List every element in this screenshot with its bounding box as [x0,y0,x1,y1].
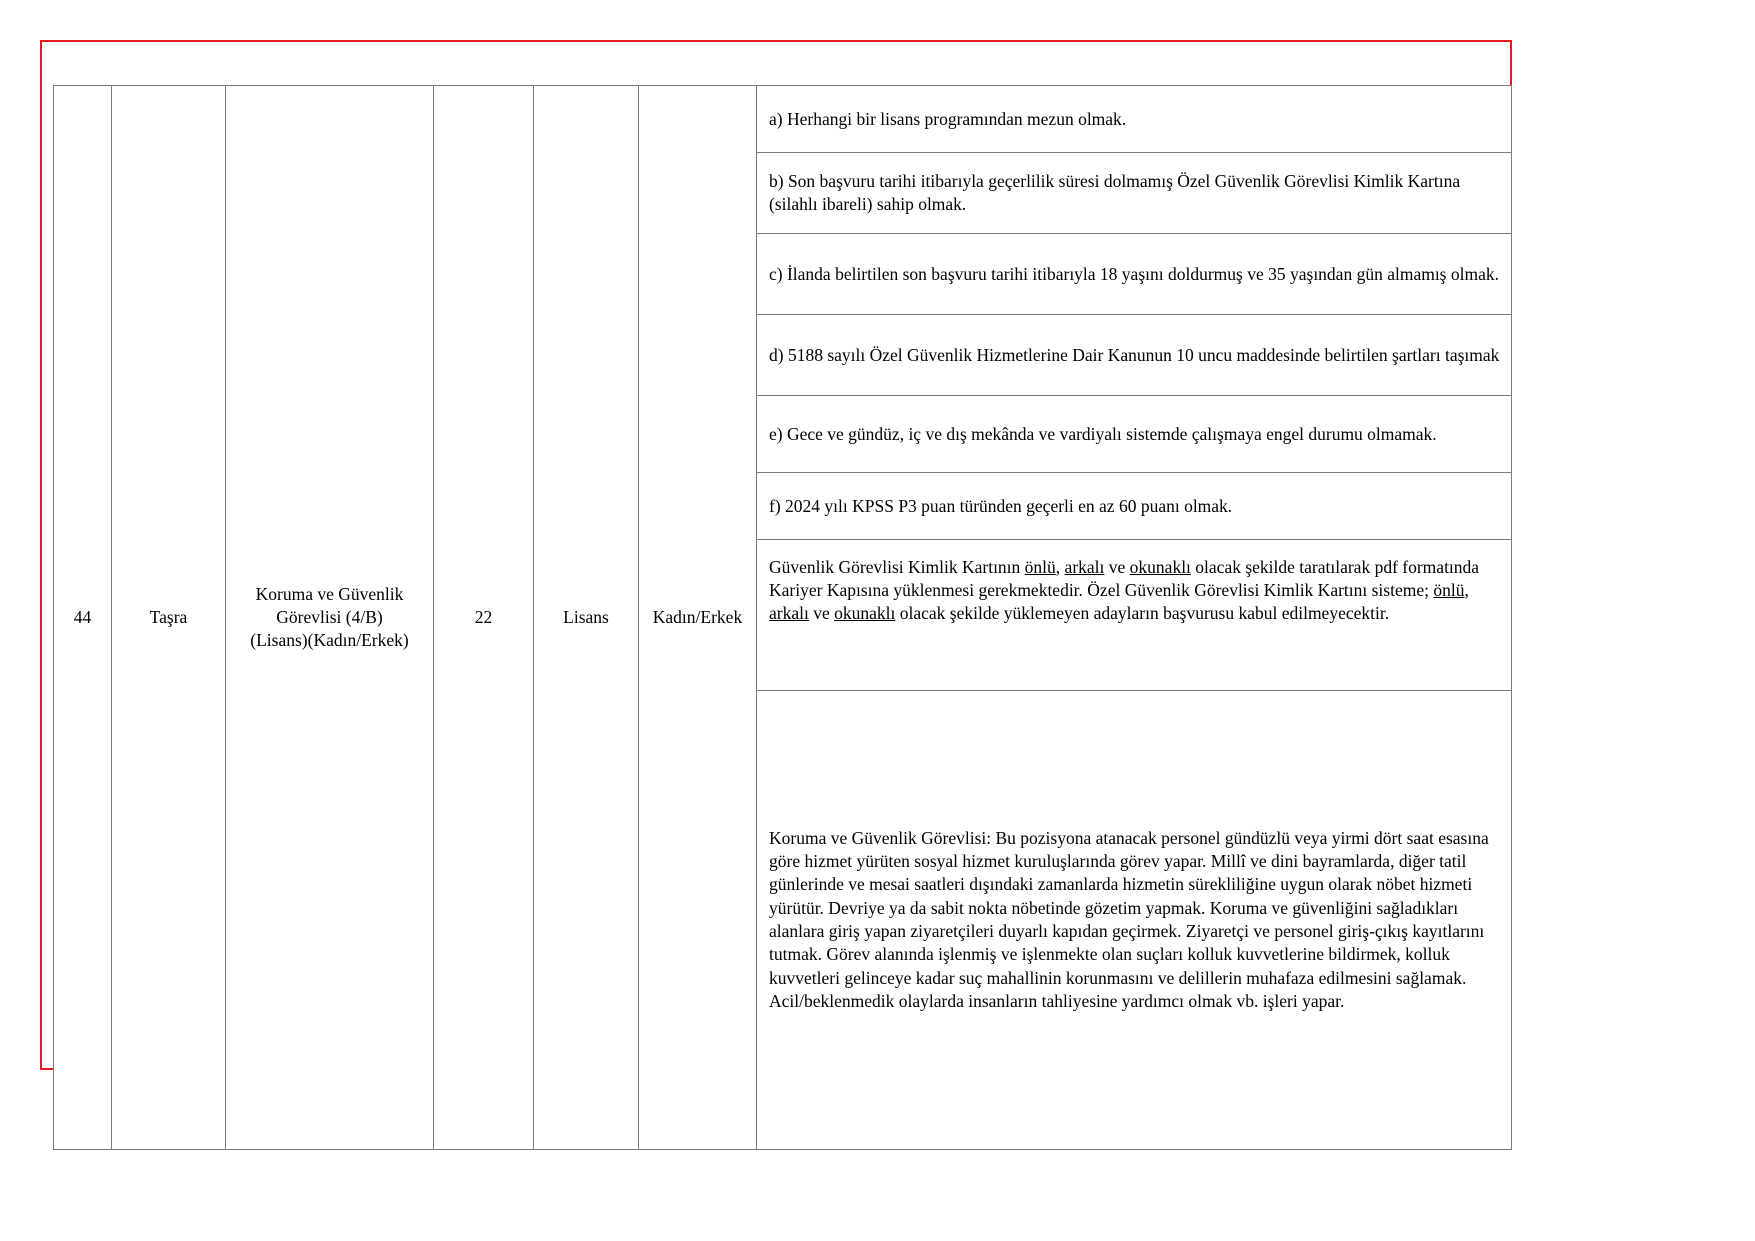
upload-note-seg-1: Güvenlik Görevlisi Kimlik Kartının [769,557,1025,577]
condition-row-a [757,86,1511,153]
listing-table-wrapper [53,85,1511,1150]
upload-note-underline-okunakli-2: okunaklı [834,602,896,623]
position-title-line-1: Koruma ve Güvenlik [255,584,404,605]
condition-text-f: f) 2024 yılı KPSS P3 puan türünden geçerli en az 60 puanı olmak. [769,495,1233,516]
condition-text-b: b) Son başvuru tarihi itibarıyla geçerlilik süresi dolmamış Özel Güvenlik Görevlisi Kimlik Kartına (silahlı ibareli) sahip olmak. [769,171,1461,214]
cell-unit [112,86,226,1150]
job-description-text: Koruma ve Güvenlik Görevlisi: Bu pozisyona atanacak personel gündüzlü veya yirmi dört saat esasına göre hizmet yürüten sosyal hizmet kuruluşlarında görev yapar. Millî ve dini bayramlarda, diğer tatil günlerinde ve mesai saatleri dışındaki zamanlarda hizmetin sürekliliğine uygun olarak nöbet hizmeti yürütür. Devriye ya da sabit nokta nöbetinde gözetim yapmak. Koruma ve güvenliğini sağladıkları alanlara giriş yapan ziyaretçileri duyarlı kapıdan geçirmek. Ziyaretçi ve personel giriş-çıkış kayıtlarını tutmak. Görev alanında işlenmiş ve işlenmekte olan suçları kolluk kuvvetlerine bildirmek, kolluk kuvvetleri gelinceye kadar suç mahallinin korunmasını ve delillerin muhafaza edilmesini sağlamak. Acil/beklenmedik olaylarda insanların tahliyesine yardımcı olmak vb. işleri yapar. [769,827,1489,1011]
cell-conditions-and-description [757,86,1512,1150]
upload-note-underline-okunakli-1: okunaklı [1129,557,1191,577]
row-number-value: 44 [73,607,92,628]
upload-note-underline-onlu-1: önlü [1024,557,1056,577]
condition-cell-c [757,234,1511,315]
condition-text-a: a) Herhangi bir lisans programından mezun olmak. [769,108,1127,129]
upload-note-seg-4: olacak şekilde taratılarak pdf formatında Kariyer Kapısına yüklenmesi gerekmektedir. Özel Güvenlik Görevlisi Kimlik Kartını sisteme; [769,557,1480,600]
position-title-line-3: (Lisans)(Kadın/Erkek) [250,629,409,650]
job-description-cell [757,691,1511,1150]
position-title-line-2: Görevlisi (4/B) [276,607,383,628]
condition-row-f [757,473,1511,540]
condition-cell-b [757,153,1511,234]
job-description-row [757,691,1511,1150]
cell-position-title [226,86,434,1150]
upload-note-seg-3: ve [1104,557,1130,577]
education-level-value: Lisans [563,607,609,628]
cell-row-number [54,86,112,1150]
upload-note-text [769,556,1500,624]
upload-note-cell [757,540,1511,691]
upload-note-underline-onlu-2: önlü [1433,579,1465,600]
condition-text-e: e) Gece ve gündüz, iç ve dış mekânda ve vardiyalı sistemde çalışmaya engel durumu olmamak. [769,423,1437,444]
condition-cell-e [757,396,1511,473]
conditions-sub-table [757,86,1511,1149]
condition-text-d: d) 5188 sayılı Özel Güvenlik Hizmetlerine Dair Kanunun 10 uncu maddesinde belirtilen şartları taşımak [769,344,1500,365]
position-listing-table [53,85,1512,1150]
upload-note-seg-5: , [1464,579,1469,600]
cell-vacancy-count [434,86,534,1150]
upload-note-underline-arkali-2: arkalı [769,602,809,623]
cell-education-level [534,86,639,1150]
upload-note-underline-arkali-1: arkalı [1064,557,1105,577]
upload-note-seg-2: , [1055,557,1065,577]
condition-cell-f [757,473,1511,540]
condition-row-e [757,396,1511,473]
vacancy-count-value: 22 [474,607,493,628]
upload-note-seg-7: olacak şekilde yüklemeyen adayların başvurusu kabul edilmeyecektir. [895,602,1390,623]
gender-value: Kadın/Erkek [652,607,743,628]
upload-note-seg-6: ve [808,602,835,623]
cell-gender [639,86,757,1150]
condition-row-b [757,153,1511,234]
table-row [54,86,1512,1150]
condition-cell-a [757,86,1511,153]
unit-value: Taşra [149,607,188,628]
condition-text-c: c) İlanda belirtilen son başvuru tarihi itibarıyla 18 yaşını doldurmuş ve 35 yaşından gün almamış olmak. [769,263,1499,284]
upload-note-row [757,540,1511,691]
condition-row-d [757,315,1511,396]
condition-cell-d [757,315,1511,396]
condition-row-c [757,234,1511,315]
